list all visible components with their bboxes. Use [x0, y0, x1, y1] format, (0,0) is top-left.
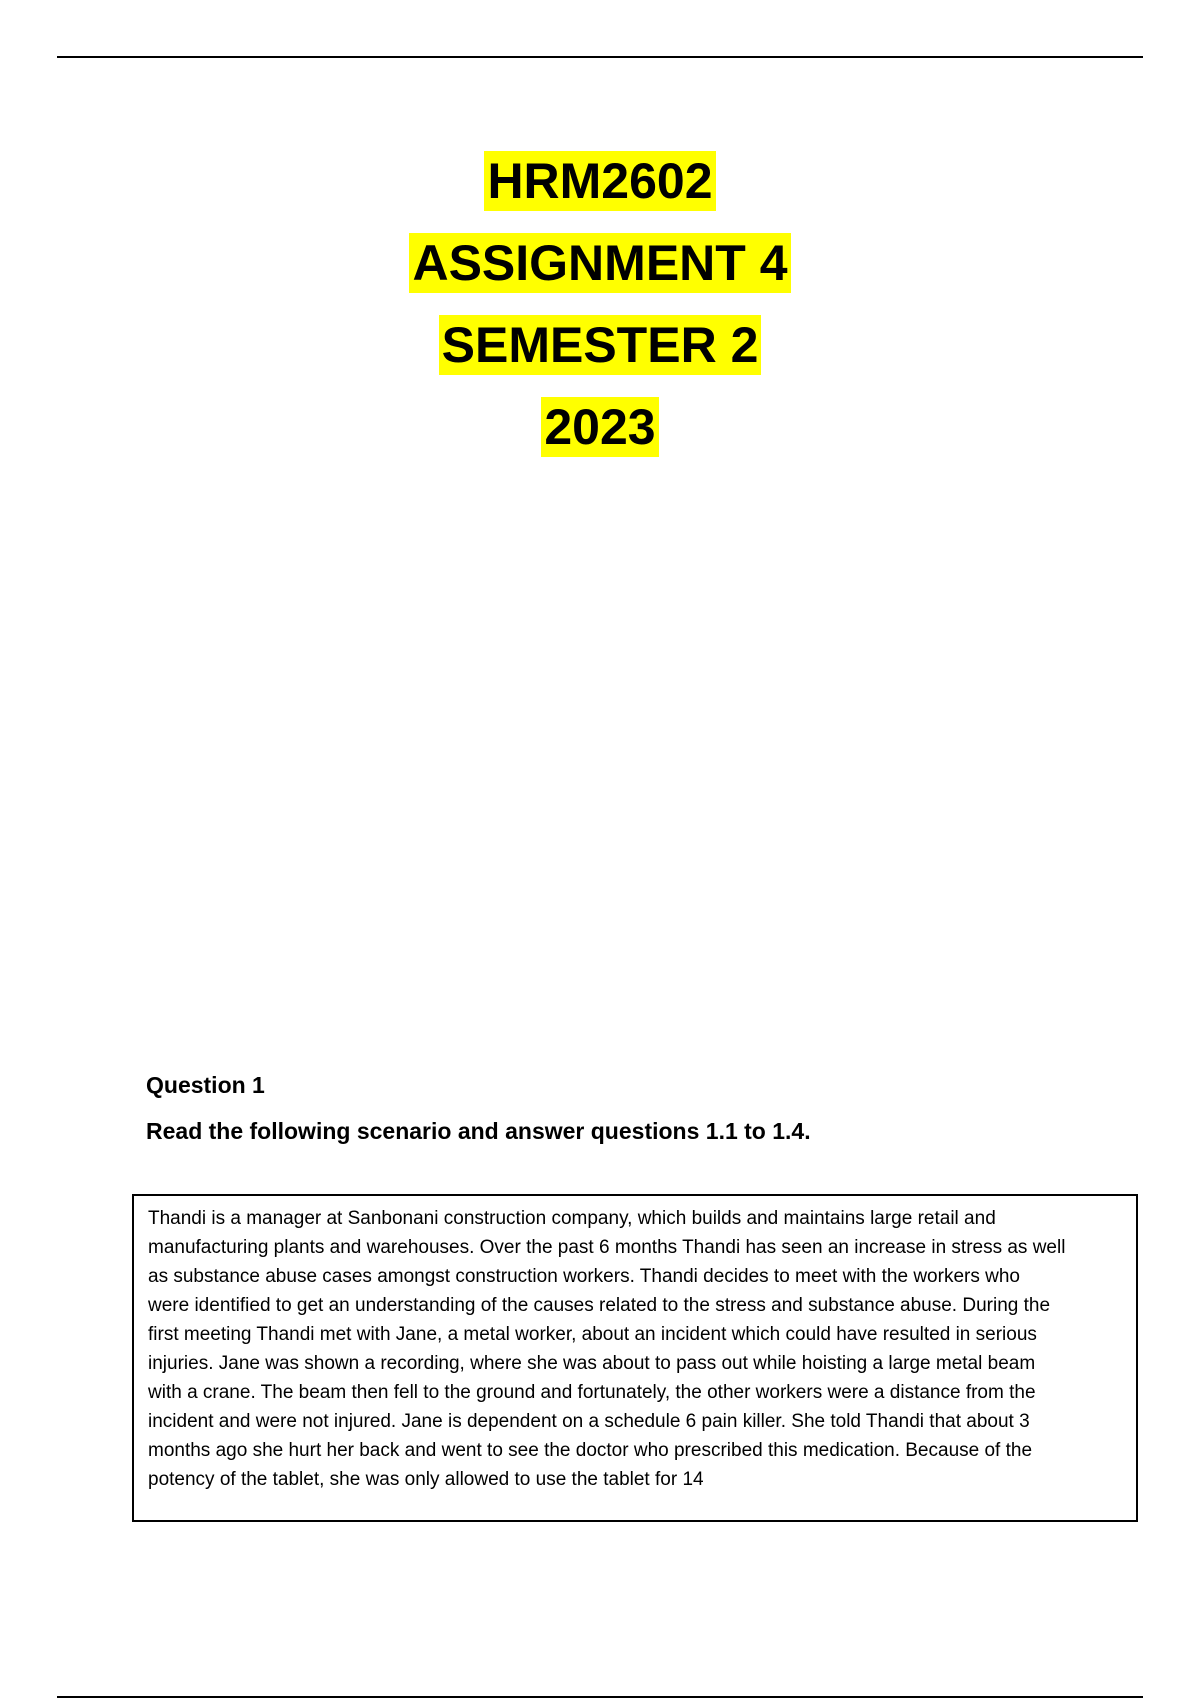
top-rule	[57, 56, 1143, 58]
question-heading: Question 1	[146, 1072, 265, 1098]
question-instruction: Read the following scenario and answer questions 1.1 to 1.4.	[146, 1118, 811, 1144]
cover-title	[0, 140, 1200, 468]
year: 2023	[541, 397, 658, 457]
scenario-line: months ago she hurt her back and went to see the doctor who prescribed this medication. Because of the	[148, 1440, 1033, 1461]
scenario-line: as substance abuse cases amongst construction workers. Thandi decides to meet with the workers who	[148, 1266, 1020, 1287]
scenario-line: first meeting Thandi met with Jane, a metal worker, about an incident which could have resulted in serious	[148, 1324, 1037, 1345]
scenario-line: potency of the tablet, she was only allowed to use the tablet for 14	[148, 1469, 704, 1490]
assignment-number: ASSIGNMENT 4	[409, 233, 790, 293]
scenario-line: manufacturing plants and warehouses. Over the past 6 months Thandi has seen an increase in stress as well	[148, 1237, 1066, 1258]
scenario-box	[132, 1194, 1138, 1522]
scenario-line: incident and were not injured. Jane is dependent on a schedule 6 pain killer. She told Thandi that about 3	[148, 1411, 1030, 1432]
title-line-course-code	[0, 140, 1200, 222]
semester: SEMESTER 2	[439, 315, 762, 375]
title-line-assignment	[0, 222, 1200, 304]
scenario-line: were identified to get an understanding of the causes related to the stress and substance abuse. During the	[148, 1295, 1051, 1316]
scenario-line: with a crane. The beam then fell to the ground and fortunately, the other workers were a distance from the	[148, 1382, 1036, 1403]
course-code: HRM2602	[484, 151, 715, 211]
title-line-semester	[0, 304, 1200, 386]
scenario-line: injuries. Jane was shown a recording, where she was about to pass out while hoisting a large metal beam	[148, 1353, 1036, 1374]
bottom-rule	[57, 1696, 1143, 1698]
scenario-line: Thandi is a manager at Sanbonani construction company, which builds and maintains large retail and	[148, 1208, 996, 1229]
title-line-year	[0, 386, 1200, 468]
